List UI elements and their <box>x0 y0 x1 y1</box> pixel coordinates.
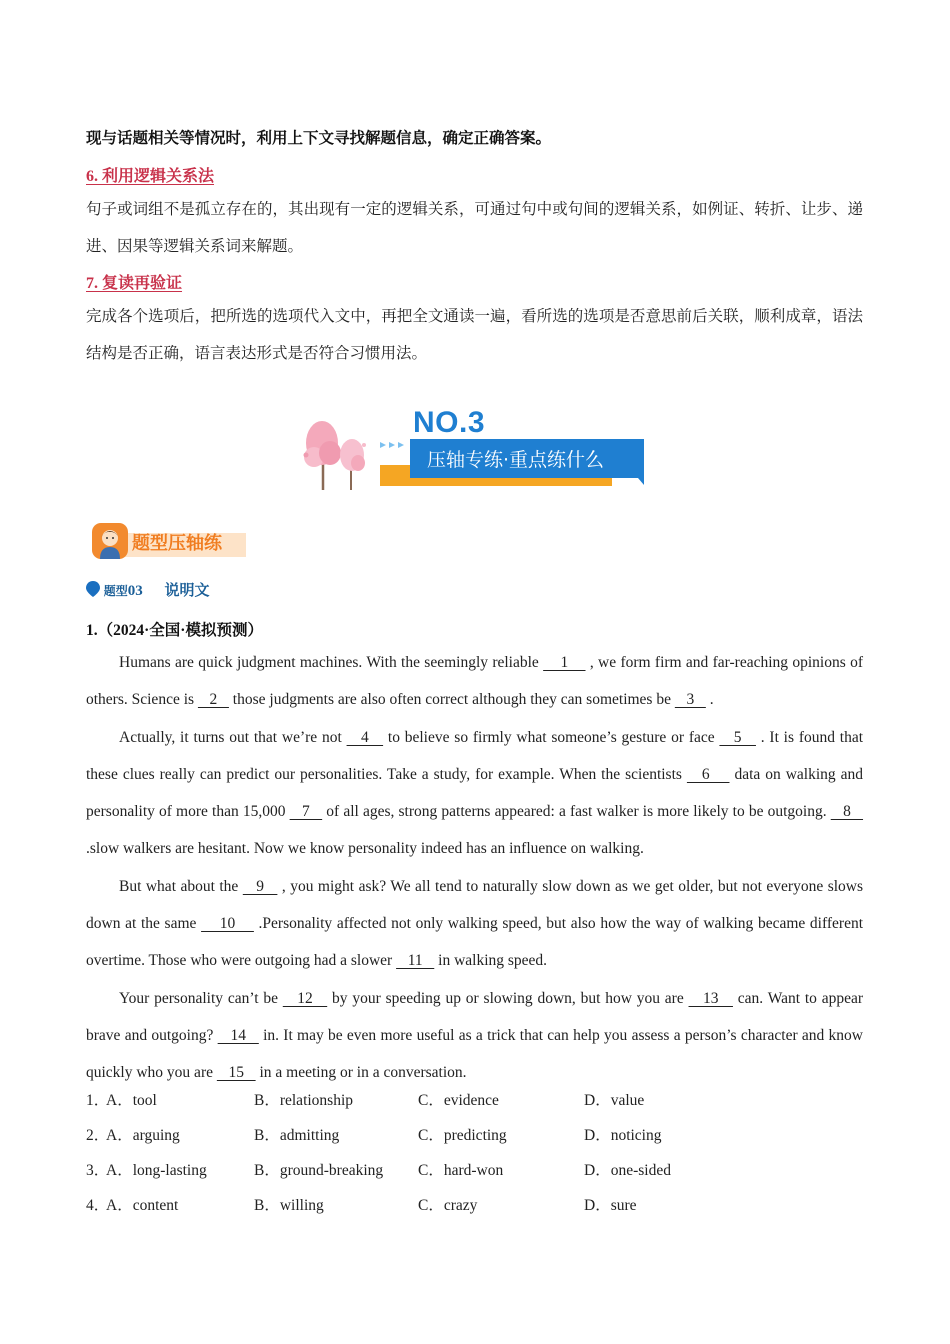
passage-text: Your personality can’t be <box>119 989 283 1007</box>
passage-paragraph <box>86 868 863 980</box>
option-a[interactable]: A．long-lasting <box>106 1162 207 1179</box>
answer-blank: 7 <box>289 803 323 821</box>
passage-text: of all ages, strong patterns appeared: a fast walker is more likely to be outgoing. <box>322 803 831 821</box>
passage-text: in a meeting or in a conversation. <box>255 1064 467 1082</box>
option-b[interactable]: B．ground-breaking <box>254 1162 384 1179</box>
option-d[interactable]: D．sure <box>584 1197 637 1214</box>
answer-blank: 10 <box>201 915 254 933</box>
section-body-6: 句子或词组不是孤立存在的，其出现有一定的逻辑关系，可通过句中或句间的逻辑关系，如例证、转折、让步、递进、因果等逻辑关系词来解题。 <box>86 201 863 255</box>
option-row <box>86 1158 863 1182</box>
option-row <box>86 1088 863 1112</box>
answer-blank: 15 <box>216 1064 256 1082</box>
option-number: 3． <box>86 1162 110 1179</box>
answer-blank: 9 <box>242 877 278 895</box>
passage-paragraph <box>86 719 863 868</box>
option-c[interactable]: C．predicting <box>418 1127 507 1144</box>
passage-text: . It is found that these clues really can predict our personalities. Take a study, for example. When the scientists <box>86 728 864 783</box>
answer-blank: 5 <box>719 728 756 746</box>
passage-text: , you might ask? We all tend to naturally slow down as we get older, but not everyone slows down at the same <box>86 877 864 933</box>
option-number: 2． <box>86 1127 110 1144</box>
answer-blank: 4 <box>346 728 384 746</box>
passage-text: .Personality affected not only walking speed, but also how the way of walking became different overtime. Those who were outgoing had a slower <box>86 915 864 970</box>
passage-text: can. Want to appear brave and outgoing? <box>86 989 864 1044</box>
option-c[interactable]: C．evidence <box>418 1092 499 1109</box>
passage-text: Humans are quick judgment machines. With the seemingly reliable <box>119 654 544 671</box>
answer-blank: 1 <box>543 654 586 671</box>
option-d[interactable]: D．noticing <box>584 1127 662 1144</box>
passage-text: . <box>705 691 714 709</box>
intro-line: 现与话题相关等情况时，利用上下文寻找解题信息，确定正确答案。 <box>86 130 552 147</box>
answer-blank: 8 <box>830 803 864 821</box>
answer-blank: 12 <box>282 989 328 1007</box>
answer-blank: 11 <box>396 952 435 970</box>
passage-text: in walking speed. <box>434 952 548 970</box>
question-type-number: 03 <box>127 583 143 599</box>
passage-text: Actually, it turns out that we’re not <box>119 728 347 746</box>
option-b[interactable]: B．admitting <box>254 1127 340 1144</box>
option-c[interactable]: C．hard-won <box>418 1162 504 1179</box>
question-type-prefix: 题型 <box>103 584 128 598</box>
passage-paragraph <box>86 644 863 719</box>
option-a[interactable]: A．content <box>106 1197 179 1214</box>
section-heading-7: 7. 复读再验证 <box>86 275 183 292</box>
answer-blank: 14 <box>217 1026 259 1044</box>
question-type <box>86 579 210 600</box>
option-a[interactable]: A．arguing <box>106 1127 180 1144</box>
option-d[interactable]: D．one-sided <box>584 1162 671 1179</box>
option-c[interactable]: C．crazy <box>418 1197 478 1214</box>
passage-text: .slow walkers are hesitant. Now we know personality indeed has an influence on walking. <box>86 840 644 858</box>
passage-text: those judgments are also often correct although they can sometimes be <box>228 691 675 709</box>
option-number: 1． <box>86 1092 110 1109</box>
answer-blank: 2 <box>197 691 229 709</box>
passage-text: to believe so firmly what someone’s gesture or face <box>383 728 720 746</box>
banner-number: NO.3 <box>413 406 486 439</box>
passage-text: But what about the <box>119 877 243 895</box>
option-a[interactable]: A．tool <box>106 1092 157 1109</box>
tag-label: 题型压轴练 <box>132 533 222 554</box>
answer-blank: 6 <box>686 765 730 783</box>
option-b[interactable]: B．willing <box>254 1197 324 1214</box>
answer-blank: 3 <box>674 691 706 709</box>
practice-tag <box>92 521 248 561</box>
location-pin-icon <box>86 581 100 597</box>
passage-text: , we form firm and far-reaching opinions of others. Science is <box>86 654 863 709</box>
passage <box>86 644 863 1092</box>
option-d[interactable]: D．value <box>584 1092 645 1109</box>
section-heading-6: 6. 利用逻辑关系法 <box>86 168 215 185</box>
banner-subtitle: 压轴专练·重点练什么 <box>427 449 605 471</box>
section-body-7: 完成各个选项后，把所选的选项代入文中，再把全文通读一遍，看所选的选项是否意思前后关联，顺利成章，语法结构是否正确，语言表达形式是否符合习惯用法。 <box>86 308 863 362</box>
option-row <box>86 1193 863 1217</box>
question-type-name: 说明文 <box>164 581 210 599</box>
option-b[interactable]: B．relationship <box>254 1092 354 1109</box>
passage-text: in. It may be even more useful as a trick that can help you assess a person’s character and know quickly who you are <box>86 1026 863 1082</box>
option-row <box>86 1123 863 1147</box>
passage-paragraph <box>86 980 863 1092</box>
answer-blank: 13 <box>688 989 733 1007</box>
option-number: 4． <box>86 1197 110 1214</box>
passage-text: data on walking and personality of more than 15,000 <box>86 765 864 821</box>
passage-text: by your speeding up or slowing down, but how you are <box>327 989 689 1007</box>
no3-banner <box>300 405 650 497</box>
question-header: 1.（2024·全国·模拟预测） <box>86 622 263 639</box>
